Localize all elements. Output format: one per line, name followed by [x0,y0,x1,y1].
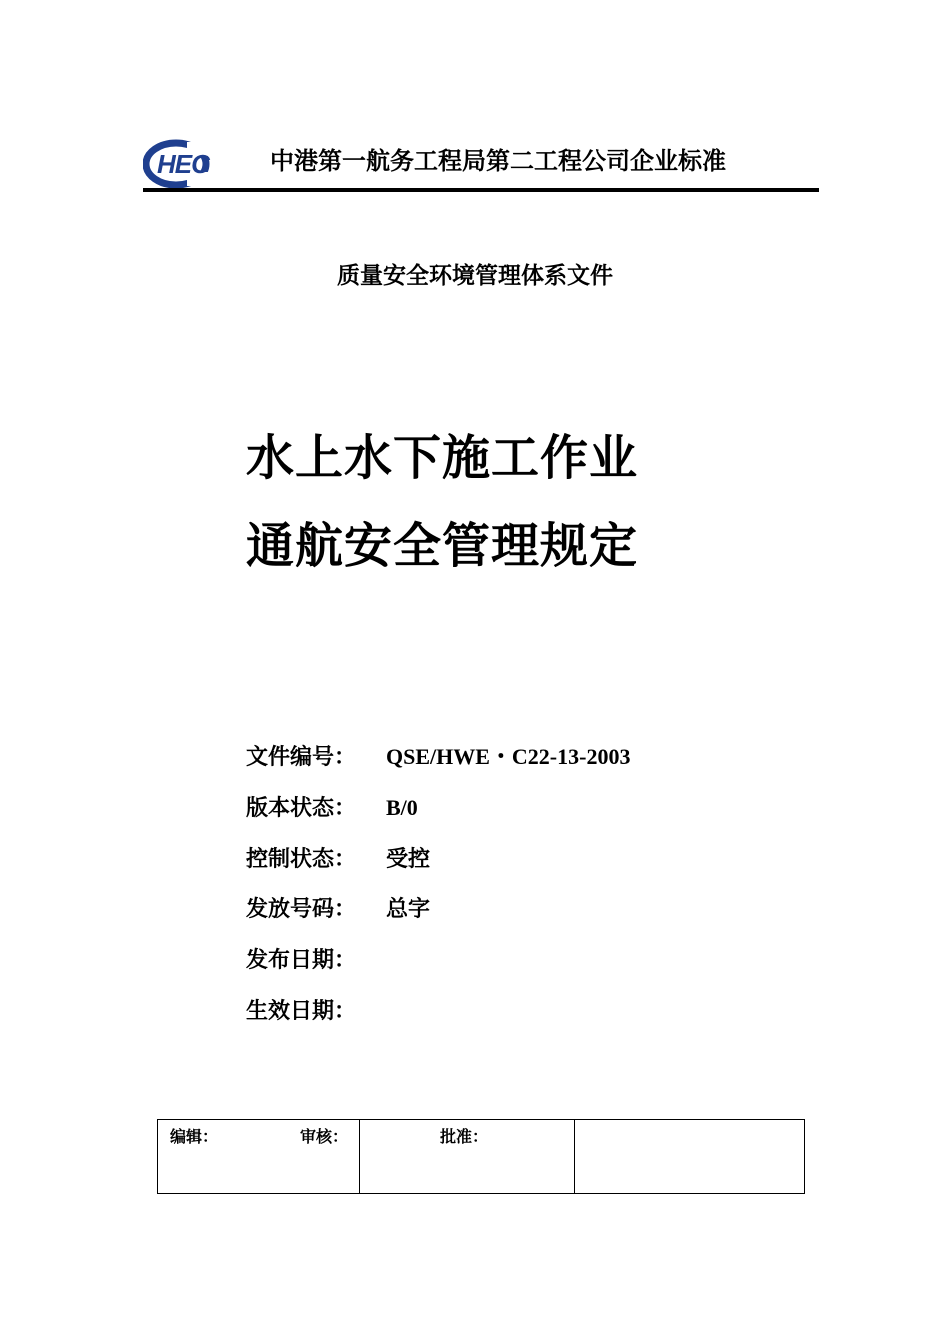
meta-value: 受控 [386,846,431,871]
meta-label: 控制状态： [246,846,357,872]
svg-text:HEC: HEC [157,149,209,179]
meta-label: 生效日期： [246,998,357,1024]
header-rule [143,188,819,192]
system-title: 质量安全环境管理体系文件 [337,262,613,289]
meta-value: 总字 [386,896,431,921]
company-logo [143,138,227,188]
meta-value: B/0 [386,795,418,820]
meta-label: 发布日期： [246,947,357,973]
meta-label: 版本状态： [246,795,357,821]
meta-label: 发放号码： [246,896,357,922]
signoff-cell-edit-review [158,1120,360,1193]
signoff-cell-empty [575,1120,804,1193]
meta-label: 文件编号： [246,744,357,770]
company-name: 中港第一航务工程局第二工程公司企业标准 [270,146,726,175]
signoff-table [157,1119,805,1194]
document-title-line-1: 水上水下施工作业 [246,430,639,486]
editor-label: 编辑： [170,1127,219,1146]
signoff-cell-approve [360,1120,575,1193]
document-title-line-2: 通航安全管理规定 [246,518,639,574]
meta-value: QSE/HWE・C22-13-2003 [386,744,631,769]
reviewer-label: 审核： [300,1127,349,1146]
approver-label: 批准： [440,1127,489,1146]
